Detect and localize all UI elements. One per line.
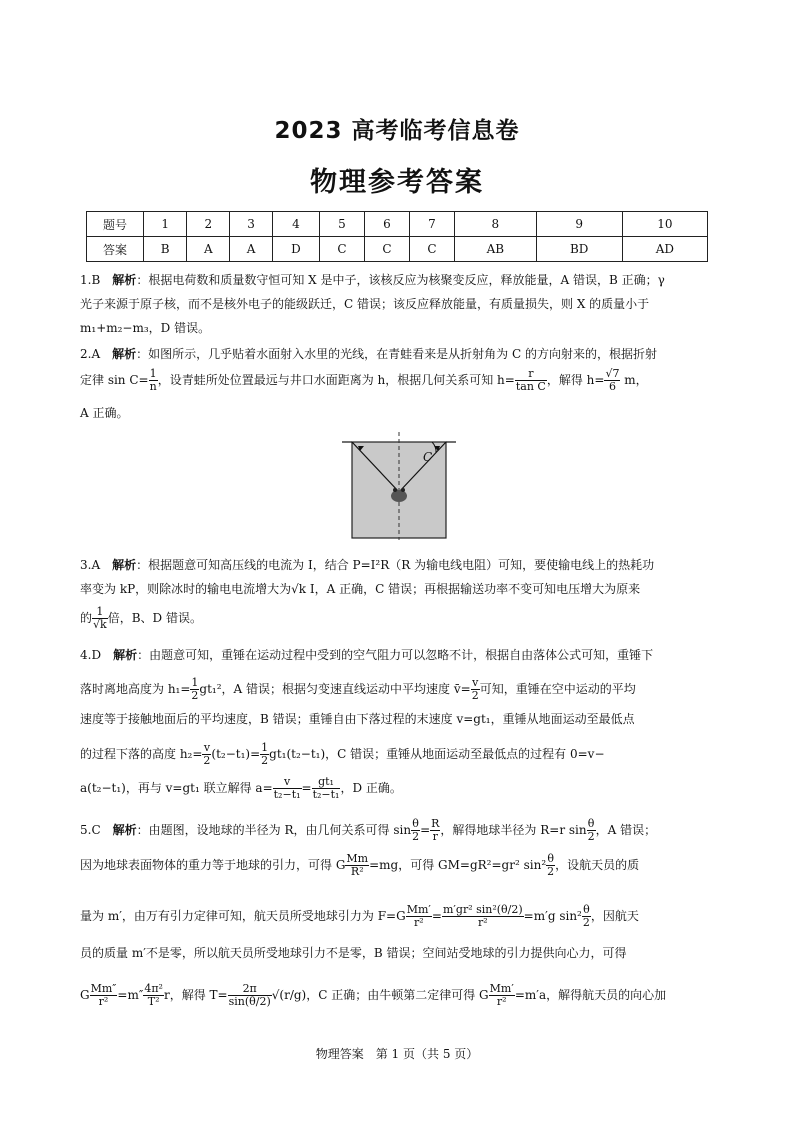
- table-row: [87, 237, 708, 262]
- page-title: 2023 高考临考信息卷: [274, 118, 520, 144]
- well-diagram: [340, 432, 458, 542]
- table-cell: C: [364, 237, 409, 262]
- fraction: $\frac{Mm''}{\text{r²}}$: [90, 982, 117, 1008]
- frog-eye: [401, 488, 405, 492]
- fraction: $\frac{Mm'}{\text{r²}}$: [406, 903, 431, 929]
- q5-line-4: 员的质量 m′不是零，所以航天员所受地球引力不是零，B 错误；空间站受地球的引力提供向心力，可得: [80, 946, 627, 960]
- q3-line-2: 率变为 kP，则除冰时的输电电流增大为√k I，A 正确，C 错误；再根据输送功率不变可知电压增大为原来: [80, 582, 641, 596]
- fraction: $\frac{√7}{6}$: [605, 367, 620, 393]
- fraction: $\frac{Mm'}{\text{r²}}$: [489, 982, 514, 1008]
- table-cell: B: [144, 237, 187, 262]
- table-cell: 2: [187, 212, 230, 237]
- q4-line-5: a(t₂−t₁)，再与 v=gt₁ 联立解得 a= $\frac{v}{\text{t₂−t₁}}$ = $\frac{\text{gt₁}}{\text{t₂−t₁}}$ ，D 正确。: [80, 775, 402, 801]
- fraction: $\frac{Mm}{\text{R²}}$: [346, 852, 369, 878]
- table-cell: 4: [272, 212, 319, 237]
- q4-line-3: 速度等于接触地面后的平均速度，B 错误；重锤自由下落过程的末速度 v=gt₁，重锤从地面运动至最低点: [80, 712, 635, 726]
- table-cell: 9: [536, 212, 622, 237]
- frog-icon: [391, 490, 407, 502]
- fraction: $\frac{1}{n}$: [149, 367, 157, 393]
- table-cell: 5: [319, 212, 364, 237]
- q3-line-1: 3.A 解析：根据题意可知高压线的电流为 I，结合 P=I²R（R 为输电线电阻）可知，要使输电线上的热耗功: [80, 558, 655, 572]
- table-cell: BD: [536, 237, 622, 262]
- q1-line-1: 1.B 解析：根据电荷数和质量数守恒可知 X 是中子，该核反应为核聚变反应，释放能量，A 错误，B 正确；γ: [80, 273, 665, 287]
- q4-line-2: 落时离地高度为 h₁= $\frac{1}{2}$ gt₁²，A 错误；根据匀变速直线运动中平均速度 v̄= $\frac{v}{2}$ 可知，重锤在空中运动的平均: [80, 676, 636, 702]
- fraction: $\frac{v}{2}$: [203, 741, 211, 767]
- q5-line-1: 5.C 解析：由题图，设地球的半径为 R，由几何关系可得 sin $\frac{\theta}{2}$ = $\frac{R}{r}$ ，解得地球半径为 R=r sin $\frac{\theta}{2}$ ，A 错误；: [80, 817, 657, 843]
- q4-line-4: 的过程下落的高度 h₂= $\frac{v}{2}$ (t₂−t₁)= $\frac{1}{2}$ gt₁(t₂−t₁)，C 错误；重锤从地面运动至最低点的过程有 0=v−: [80, 741, 605, 767]
- fraction: $\frac{r}{\text{tan C}}$: [515, 367, 546, 393]
- q1-line-3: m₁+m₂−m₃，D 错误。: [80, 321, 211, 335]
- table-answer-label: 答案: [87, 237, 144, 262]
- angle-label: C: [423, 450, 433, 464]
- table-cell: D: [272, 237, 319, 262]
- fraction: $\frac{1}{√k}$: [93, 605, 107, 631]
- fraction: $\frac{\theta}{2}$: [412, 817, 420, 843]
- answer-table: [86, 211, 708, 262]
- fraction: $\frac{2\pi}{\sin(\theta/2)}$: [228, 982, 271, 1008]
- table-row: [87, 212, 708, 237]
- fraction: $\frac{\theta}{2}$: [587, 817, 595, 843]
- table-cell: A: [230, 237, 273, 262]
- fraction: $\frac{R}{r}$: [431, 817, 440, 843]
- q2-line-2: 定律 sin C= $\frac{1}{n}$ ，设青蛙所处位置最远与井口水面距离为 h，根据几何关系可知 h= $\frac{r}{\text{tan C}}$ ，解得 h= $\frac{√7}{6}$ m，: [80, 367, 648, 393]
- table-cell: 6: [364, 212, 409, 237]
- fraction: $\frac{1}{2}$: [261, 741, 269, 767]
- page-footer: 物理答案 第 1 页（共 5 页）: [315, 1047, 479, 1061]
- table-cell: 8: [454, 212, 536, 237]
- table-cell: C: [409, 237, 454, 262]
- q5-line-2: 因为地球表面物体的重力等于地球的引力，可得 G $\frac{Mm}{\text{R²}}$ =mg，可得 GM=gR²=gr² sin² $\frac{\theta}{2}$ ，设航天员的质: [80, 852, 640, 878]
- table-cell: AD: [622, 237, 707, 262]
- fraction: $\frac{\text{4π²}}{\text{T²}}$: [144, 982, 163, 1008]
- q2-line-3: A 正确。: [80, 406, 129, 420]
- page-subtitle: 物理参考答案: [310, 167, 484, 198]
- fraction: $\frac{\text{gt₁}}{\text{t₂−t₁}}$: [312, 775, 340, 801]
- table-cell: 1: [144, 212, 187, 237]
- q3-line-3: 的 $\frac{1}{√k}$ 倍，B、D 错误。: [80, 605, 202, 631]
- table-cell: 7: [409, 212, 454, 237]
- table-cell: 10: [622, 212, 707, 237]
- fraction: $\frac{v}{2}$: [471, 676, 479, 702]
- fraction: $\frac{\theta}{2}$: [547, 852, 555, 878]
- fraction: $\frac{\theta}{2}$: [582, 903, 590, 929]
- table-cell: AB: [454, 237, 536, 262]
- q4-line-1: 4.D 解析：由题意可知，重锤在运动过程中受到的空气阻力可以忽略不计，根据自由落体公式可知，重锤下: [80, 648, 654, 662]
- q5-line-3: 量为 m′，由万有引力定律可知，航天员所受地球引力为 F=G $\frac{Mm'}{\text{r²}}$ = $\frac{\text{m′gr² sin²(θ/2)}}{\text{r²}}$ =m′g sin² $\frac{\theta}{2}$ ，因航天: [80, 903, 639, 929]
- frog-eye: [393, 488, 397, 492]
- fraction: $\frac{v}{\text{t₂−t₁}}$: [273, 775, 301, 801]
- table-cell: C: [319, 237, 364, 262]
- q2-line-1: 2.A 解析：如图所示，几乎贴着水面射入水里的光线，在青蛙看来是从折射角为 C 的方向射来的，根据折射: [80, 347, 657, 361]
- table-header-label: 题号: [87, 212, 144, 237]
- q1-line-2: 光子来源于原子核，而不是核外电子的能级跃迁，C 错误；该反应释放能量，有质量损失，则 X 的质量小于: [80, 297, 650, 311]
- fraction: $\frac{\text{m′gr² sin²(θ/2)}}{\text{r²}}$: [442, 903, 523, 929]
- table-cell: 3: [230, 212, 273, 237]
- table-cell: A: [187, 237, 230, 262]
- q5-line-5: G $\frac{Mm''}{\text{r²}}$ =m″ $\frac{\text{4π²}}{\text{T²}}$ r，解得 T= $\frac{2\pi}{\sin(\theta/2)}$ √(r/g)，C 正确；由牛顿第二定律可得 G $\frac{Mm'}{\text{r²}}$ =m′a，解得航天员的向心加: [80, 982, 667, 1008]
- fraction: $\frac{1}{2}$: [191, 676, 199, 702]
